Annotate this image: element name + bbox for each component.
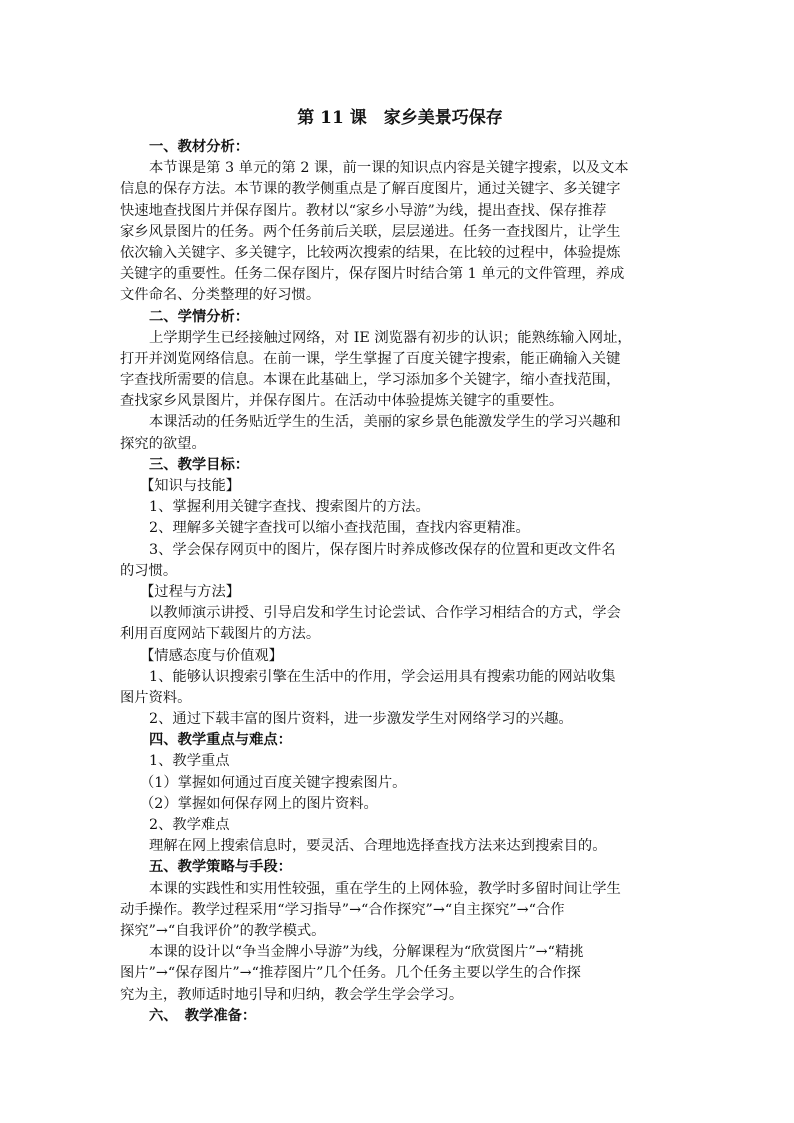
- paragraph-line: 探究”→“自我评价”的教学模式。: [120, 922, 326, 939]
- paragraph-line: 本课活动的任务贴近学生的生活，美丽的家乡景色能激发学生的学习兴趣和: [149, 414, 621, 431]
- list-item: 1、能够认识搜索引擎在生活中的作用，学会运用具有搜索功能的网站收集: [149, 668, 616, 685]
- list-item: 2、通过下载丰富的图片资料，进一步激发学生对网络学习的兴趣。: [149, 711, 573, 728]
- paragraph-line: 家乡风景图片的任务。两个任务前后关联，层层递进。任务一查找图片，让学生: [120, 223, 621, 240]
- paragraph-line: 本课的设计以“争当金牌小导游”为线，分解课程为“欣赏图片”→“精挑: [149, 944, 584, 961]
- paragraph-line: 信息的保存方法。本节课的教学侧重点是了解百度图片，通过关键字、多关键字: [120, 181, 621, 198]
- paragraph-line: 上学期学生已经接触过网络，对 IE 浏览器有初步的认识；能熟练输入网址，: [149, 329, 632, 346]
- paragraph-line: 本课的实践性和实用性较强，重在学生的上网体验，教学时多留时间让学生: [149, 880, 621, 897]
- subheading-process-methods: 【过程与方法】: [140, 583, 241, 600]
- subheading-difficulty: 2、教学难点: [149, 817, 230, 833]
- section-heading-strategies: 五、教学策略与手段：: [149, 859, 292, 876]
- list-item: （2）掌握如何保存网上的图片资料。: [140, 795, 378, 812]
- paragraph-line: 本节课是第 3 单元的第 2 课，前一课的知识点内容是关键字搜索，以及文本: [149, 160, 629, 177]
- section-heading-textbook-analysis: 一、教材分析：: [149, 139, 250, 155]
- document-page: [120, 104, 680, 1027]
- list-item-continuation: 的习惯。: [120, 562, 178, 579]
- paragraph-line: 理解在网上搜索信息时，要灵活、合理地选择查找方法来达到搜索目的。: [149, 838, 607, 855]
- list-item: 1、掌握利用关键字查找、搜索图片的方法。: [149, 499, 430, 516]
- subheading-key-point: 1、教学重点: [149, 753, 230, 770]
- section-heading-student-analysis: 二、学情分析：: [149, 308, 250, 325]
- paragraph-line: 以教师演示讲授、引导启发和学生讨论尝试、合作学习相结合的方式，学会: [149, 605, 621, 622]
- list-item: 2、理解多关键字查找可以缩小查找范围，查找内容更精准。: [149, 520, 530, 537]
- section-heading-key-points: 四、教学重点与难点：: [149, 732, 292, 749]
- paragraph-line: 查找家乡风景图片，并保存图片。在活动中体验提炼关键字的重要性。: [120, 393, 564, 410]
- paragraph-line: 字查找所需要的信息。本课在此基础上，学习添加多个关键字，缩小查找范围，: [120, 372, 621, 389]
- list-item: （1）掌握如何通过百度关键字搜索图片。: [140, 774, 407, 791]
- list-item: 3、学会保存网页中的图片，保存图片时养成修改保存的位置和更改文件名: [149, 541, 616, 558]
- paragraph-line: 关键字的重要性。任务二保存图片，保存图片时结合第 1 单元的文件管理，养成: [120, 266, 625, 283]
- paragraph-line: 文件命名、分类整理的好习惯。: [120, 287, 321, 304]
- paragraph-line: 快速地查找图片并保存图片。教材以“家乡小导游”为线，提出查找、保存推荐: [120, 202, 607, 219]
- section-heading-teaching-goals: 三、教学目标：: [149, 456, 250, 473]
- subheading-emotion-values: 【情感态度与价值观】: [140, 647, 283, 664]
- subheading-knowledge-skills: 【知识与技能】: [140, 478, 241, 494]
- lesson-title: 第 11 课 家乡美景巧保存: [297, 108, 503, 128]
- paragraph-line: 依次输入关键字、多关键字，比较两次搜索的结果，在比较的过程中，体验提炼: [120, 244, 621, 261]
- paragraph-line: 探究的欲望。: [120, 435, 206, 452]
- section-heading-preparation: 六、 教学准备：: [149, 1007, 257, 1024]
- paragraph-line: 打开并浏览网络信息。在前一课，学生掌握了百度关键字搜索，能正确输入关键: [120, 350, 621, 367]
- paragraph-line: 图片”→“保存图片”→“推荐图片”几个任务。几个任务主要以学生的合作探: [120, 965, 581, 982]
- paragraph-line: 利用百度网站下载图片的方法。: [120, 626, 321, 643]
- paragraph-line: 动手操作。教学过程采用“学习指导”→“合作探究”→“自主探究”→“合作: [120, 901, 565, 918]
- list-item-continuation: 图片资料。: [120, 689, 192, 706]
- paragraph-line: 究为主，教师适时地引导和归纳，教会学生学会学习。: [120, 986, 464, 1003]
